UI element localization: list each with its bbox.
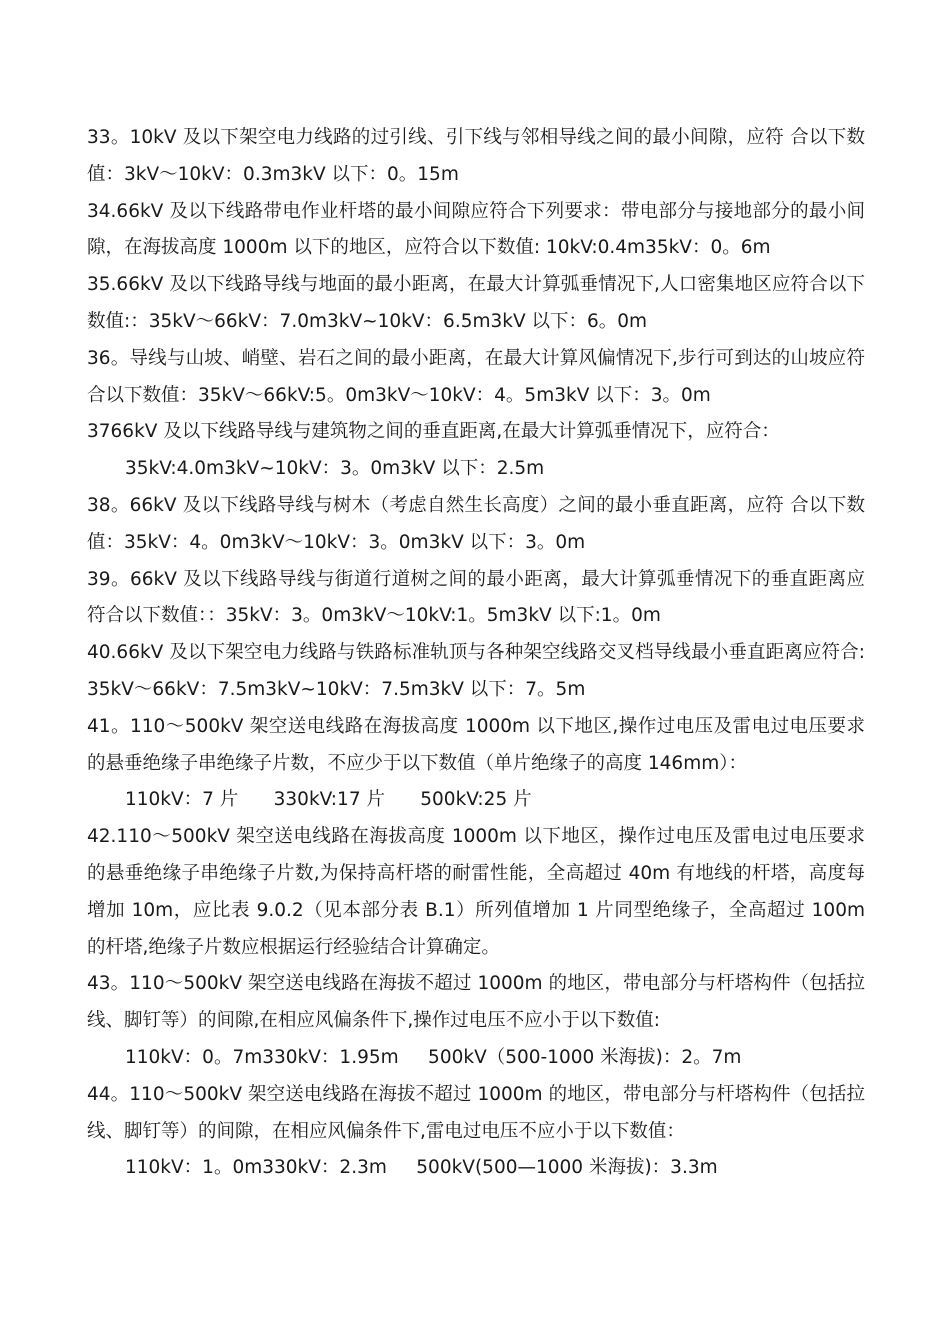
clause-43: 43。110～500kV 架空送电线路在海拔不超过 1000m 的地区，带电部分与杆塔构件（包括拉线、脚钉等）的间隙,在相应风偏条件下,操作过电压不应小于以下数值: [87,973,865,1032]
clause-37: 3766kV 及以下线路导线与建筑物之间的垂直距离,在最大计算弧垂情况下，应符合： [87,421,780,443]
lightning-clearance-second: 500kV(500—1000 米海拔)：3.3m [416,1157,718,1179]
clause-44: 44。110～500kV 架空送电线路在海拔不超过 1000m 的地区，带电部分与杆塔构件（包括拉线、脚钉等）的间隙，在相应风偏条件下,雷电过电压不应小于以下数值： [87,1083,865,1142]
operating-clearance-second: 500kV（500-1000 米海拔)：2。7m [428,1046,742,1068]
operating-clearance-first: 110kV：0。7m330kV：1.95m [125,1046,399,1068]
clause-39: 39。66kV 及以下线路导线与街道行道树之间的最小距离，最大计算弧垂情况下的垂直距离应符合以下数值：：35kV：3。0m3kV～10kV:1。5m3kV 以下:1。0m [87,568,865,627]
clause-40: 40.66kV 及以下架空电力线路与铁路标准轨顶与各种架空线路交叉档导线最小垂直距离应符合:35kV～66kV：7.5m3kV~10kV：7.5m3kV 以下：7。5m [87,642,865,700]
clause-41: 41。110～500kV 架空送电线路在海拔高度 1000m 以下地区,操作过电压及雷电过电压要求的悬垂绝缘子串绝缘子片数，不应少于以下数值（单片绝缘子的高度 146mm）： [87,715,865,774]
insulator-count-110kv: 110kV：7 片 [125,789,239,811]
clause-42: 42.110～500kV 架空送电线路在海拔高度 1000m 以下地区，操作过电压及雷电过电压要求的悬垂绝缘子串绝缘子片数,为保持高杆塔的耐雷性能，全高超过 40m 有地线的杆塔，高度每增加 10m，应比表 9.0.2（见本部分表 B.1）所列值增加 1 片同型绝缘子，全高超过 100m 的杆塔,绝缘子片数应根据运行经验结合计算确定。 [87,826,865,958]
clause-33: 33。10kV 及以下架空电力线路的过引线、引下线与邻相导线之间的最小间隙，应符 合以下数值：3kV～10kV：0.3m3kV 以下：0。15m [87,127,865,185]
clause-37-values: 35kV:4.0m3kV~10kV：3。0m3kV 以下：2.5m [125,458,545,480]
lightning-clearance-first: 110kV：1。0m330kV：2.3m [125,1157,387,1179]
insulator-count-330kv: 330kV:17 片 [273,789,385,811]
clause-43-values [87,1040,865,1077]
clause-41-values [87,782,865,819]
clause-36: 36。导线与山坡、峭壁、岩石之间的最小距离，在最大计算风偏情况下,步行可到达的山坡应符合以下数值：35kV～66kV:5。0m3kV～10kV：4。5m3kV 以下：3。0m [87,347,865,406]
clause-38: 38。66kV 及以下线路导线与树木（考虑自然生长高度）之间的最小垂直距离，应符 合以下数值：35kV：4。0m3kV～10kV：3。0m3kV 以下：3。0m [87,494,865,553]
document-body [87,120,865,1187]
clause-35: 35.66kV 及以下线路导线与地面的最小距离，在最大计算弧垂情况下,人口密集地区应符合以下数值:：35kV～66kV：7.0m3kV~10kV：6.5m3kV 以下：6。0m [87,274,865,332]
clause-44-values [87,1150,865,1187]
insulator-count-500kv: 500kV:25 片 [420,789,532,811]
clause-34: 34.66kV 及以下线路带电作业杆塔的最小间隙应符合下列要求：带电部分与接地部分的最小间隙，在海拔高度 1000m 以下的地区，应符合以下数值: 10kV:0.4m35kV：0。6m [87,200,865,259]
